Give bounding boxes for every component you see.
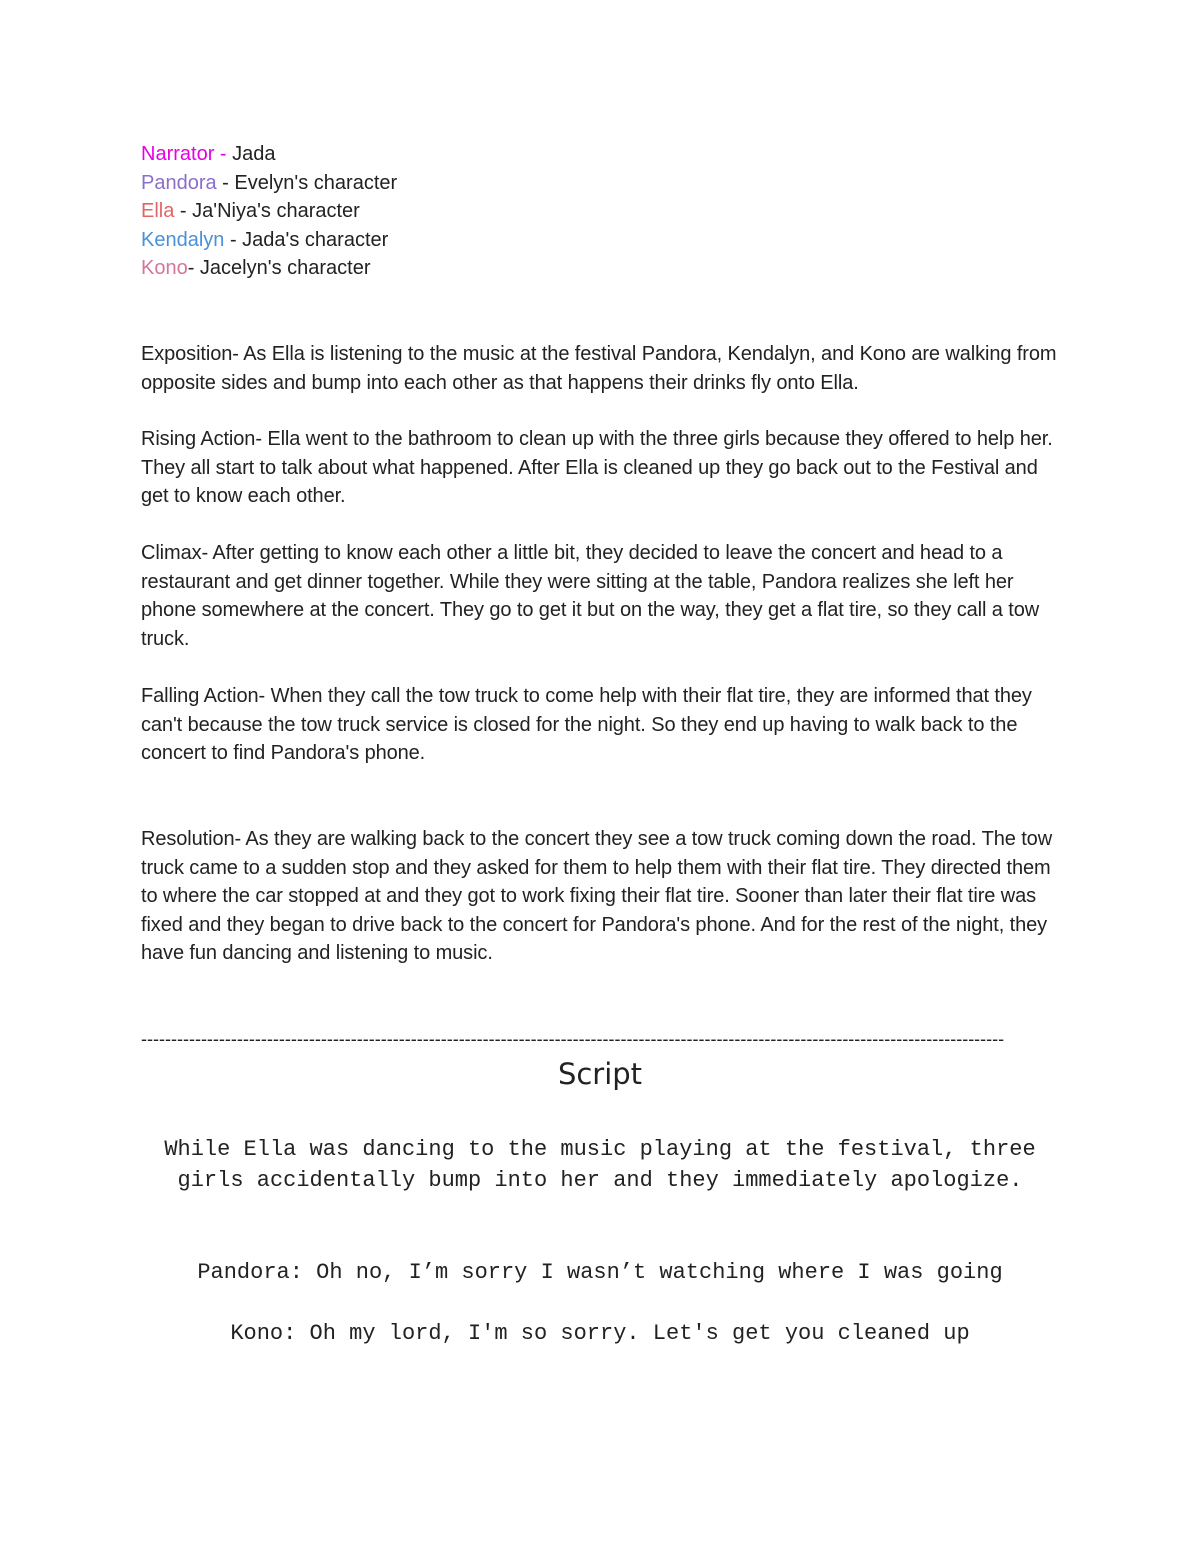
cast-role-pandora: Pandora bbox=[141, 171, 217, 194]
section-divider: ------------------------------------------------------------------------------------------------------------------------------------------------ bbox=[141, 1029, 1005, 1049]
rising-action-text: Rising Action- Ella went to the bathroom to clean up with the three girls because they offered to help her. They all start to talk about what happened. After Ella is cleaned up they go back out to the Festival and get to know each other. bbox=[141, 428, 1053, 507]
script-heading: Script bbox=[557, 1057, 643, 1091]
cast-role-kendalyn: Kendalyn bbox=[141, 228, 225, 251]
kono-line-text: Kono: Oh my lord, I'm so sorry. Let's get you cleaned up bbox=[230, 1321, 970, 1346]
plot-falling-action bbox=[141, 682, 1066, 768]
cast-item-ella bbox=[141, 197, 1041, 226]
plot-exposition bbox=[141, 340, 1066, 397]
plot-climax bbox=[141, 539, 1066, 653]
pandora-line-text: Pandora: Oh no, I’m sorry I wasn’t watching where I was going bbox=[197, 1260, 1003, 1285]
cast-list bbox=[141, 140, 1041, 283]
cast-actor-pandora: - Evelyn's character bbox=[216, 171, 398, 194]
cast-role-ella: Ella bbox=[141, 200, 175, 222]
cast-actor-ella: - Ja'Niya's character bbox=[174, 200, 360, 222]
falling-action-text: Falling Action- When they call the tow truck to come help with their flat tire, they are informed that they can't because the tow truck service is closed for the night. So they end up having to walk back to the concert to find Pandora's phone. bbox=[141, 685, 1032, 764]
script-stage-direction bbox=[150, 1134, 1050, 1196]
cast-item-narrator bbox=[141, 140, 1041, 169]
cast-actor-narrator: Jada bbox=[232, 143, 276, 165]
cast-role-kono: Kono bbox=[141, 257, 188, 279]
stage-direction-text: While Ella was dancing to the music playing at the festival, three girls accidentally bump into her and they immediately apologize. bbox=[164, 1137, 1036, 1193]
cast-item-pandora bbox=[141, 169, 1041, 198]
script-line-pandora bbox=[150, 1257, 1050, 1288]
plot-resolution bbox=[141, 825, 1066, 968]
climax-text: Climax- After getting to know each other a little bit, they decided to leave the concert and head to a restaurant and get dinner together. While they were sitting at the table, Pandora realizes she left her phone somewhere at the concert. They go to get it but on the way, they get a flat tire, so they call a tow truck. bbox=[141, 542, 1040, 650]
resolution-text: Resolution- As they are walking back to the concert they see a tow truck coming down the road. The tow truck came to a sudden stop and they asked for them to help them with their flat tire. They directed them to where the car stopped at and they got to work fixing their flat tire. Sooner than later their flat tire was fixed and they began to drive back to the concert for Pandora's phone. And for the rest of the night, they have fun dancing and listening to music. bbox=[141, 828, 1053, 964]
cast-actor-kendalyn: - Jada's character bbox=[224, 228, 389, 251]
cast-role-narrator: Narrator - bbox=[141, 143, 233, 165]
cast-item-kendalyn bbox=[141, 226, 1041, 255]
exposition-text: Exposition- As Ella is listening to the music at the festival Pandora, Kendalyn, and Kono are walking from opposite sides and bump into each other as that happens their drinks fly onto Ella. bbox=[141, 343, 1057, 394]
script-line-kono bbox=[150, 1318, 1050, 1349]
plot-rising-action bbox=[141, 425, 1066, 511]
cast-actor-kono: - Jacelyn's character bbox=[187, 257, 371, 279]
cast-item-kono bbox=[141, 254, 1041, 283]
